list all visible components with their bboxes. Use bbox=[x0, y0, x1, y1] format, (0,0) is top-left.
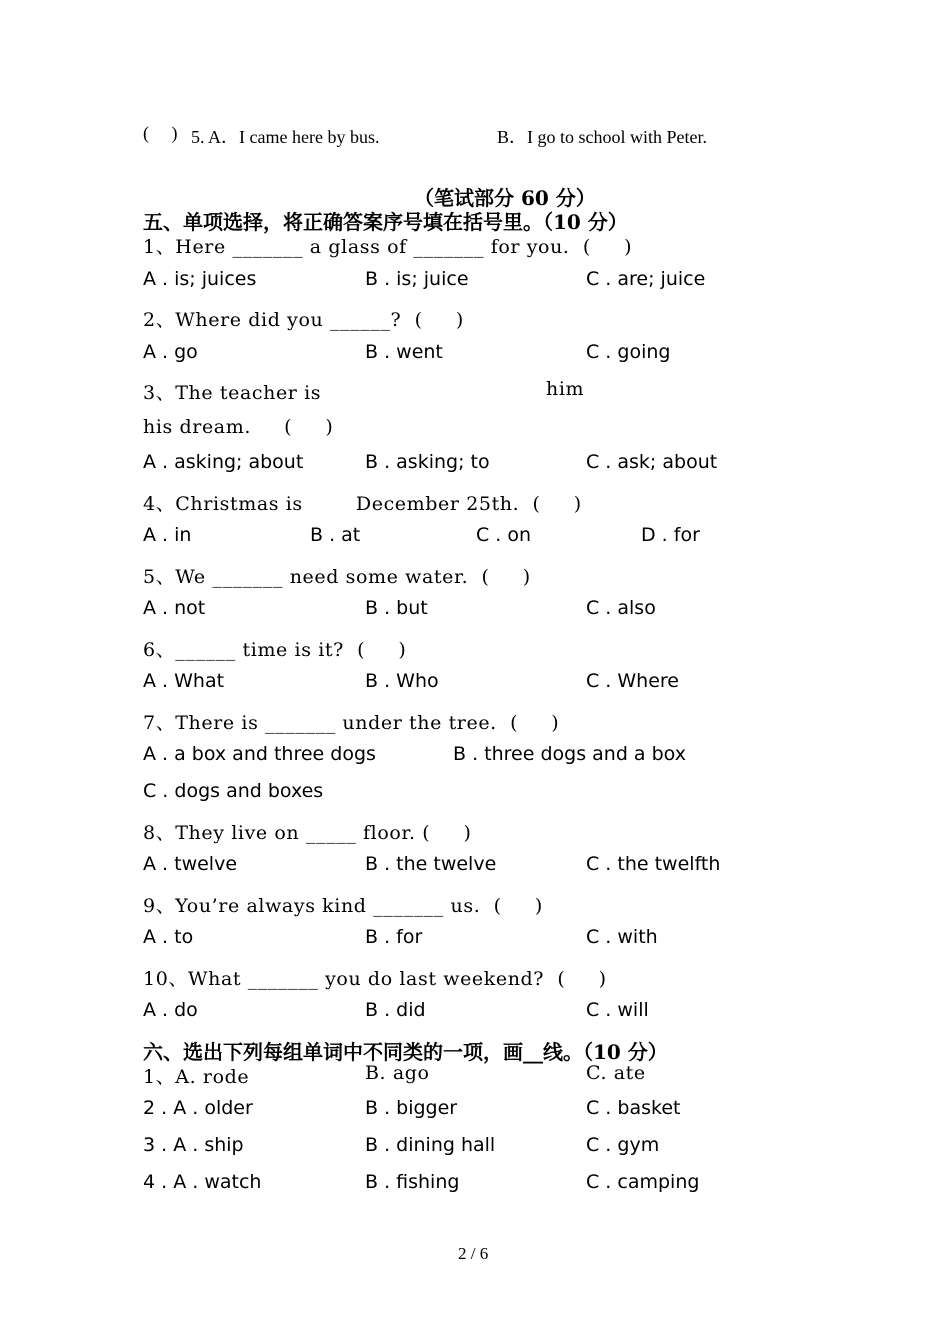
s6-row4-option-a: 4 . A . watch bbox=[143, 1171, 262, 1193]
section-5-title: 五、单项选择，将正确答案序号填在括号里。（10 分） bbox=[143, 210, 628, 234]
s6-row2-option-a: 2 . A . older bbox=[143, 1097, 253, 1119]
q4-option-b: B . at bbox=[310, 524, 361, 546]
q3-option-c: C . ask; about bbox=[586, 451, 718, 473]
q4-option-a: A . in bbox=[143, 524, 192, 546]
q5-stem: 5、We _______ need some water. ( ) bbox=[143, 566, 531, 588]
q3-option-a: A . asking; about bbox=[143, 451, 304, 473]
q3-stem-line2: his dream. ( ) bbox=[143, 416, 334, 438]
listening-q5-option-a: 5. A．I came here by bus. bbox=[191, 127, 380, 147]
q8-option-c: C . the twelfth bbox=[586, 853, 721, 875]
q2-option-c: C . going bbox=[586, 341, 671, 363]
q8-stem: 8、They live on _____ floor. ( ) bbox=[143, 822, 472, 844]
s6-row3-option-a: 3 . A . ship bbox=[143, 1134, 244, 1156]
q9-option-a: A . to bbox=[143, 926, 194, 948]
q6-option-b: B . Who bbox=[365, 670, 439, 692]
page-number: 2 / 6 bbox=[458, 1244, 489, 1263]
q9-stem: 9、You’re always kind _______ us. ( ) bbox=[143, 895, 543, 917]
written-part-title: （笔试部分 60 分） bbox=[414, 186, 596, 210]
q7-option-b: B . three dogs and a box bbox=[453, 743, 686, 765]
q5-option-a: A . not bbox=[143, 597, 206, 619]
q7-stem: 7、There is _______ under the tree. ( ) bbox=[143, 712, 560, 734]
s6-row4-option-c: C . camping bbox=[586, 1171, 700, 1193]
q5-option-c: C . also bbox=[586, 597, 656, 619]
q5-option-b: B . but bbox=[365, 597, 428, 619]
s6-row1-option-b: B. ago bbox=[365, 1062, 430, 1084]
q4-option-d: D . for bbox=[641, 524, 700, 546]
q7-option-a: A . a box and three dogs bbox=[143, 743, 376, 765]
q6-option-c: C . Where bbox=[586, 670, 679, 692]
q2-stem: 2、Where did you ______? ( ) bbox=[143, 309, 464, 331]
q2-option-a: A . go bbox=[143, 341, 198, 363]
q7-option-c: C . dogs and boxes bbox=[143, 780, 324, 802]
q3-stem-right: him bbox=[546, 378, 585, 400]
s6-row3-option-c: C . gym bbox=[586, 1134, 660, 1156]
q3-stem-left: 3、The teacher is bbox=[143, 382, 322, 404]
q1-option-c: C . are; juice bbox=[586, 268, 706, 290]
q10-option-b: B . did bbox=[365, 999, 426, 1021]
q1-stem: 1、Here _______ a glass of _______ for you. ( ) bbox=[143, 236, 633, 258]
q6-option-a: A . What bbox=[143, 670, 225, 692]
s6-row3-option-b: B . dining hall bbox=[365, 1134, 496, 1156]
section-6-title: 六、选出下列每组单词中不同类的一项，画__线。（10 分） bbox=[143, 1040, 668, 1064]
q3-option-b: B . asking; to bbox=[365, 451, 490, 473]
q10-option-a: A . do bbox=[143, 999, 198, 1021]
q1-option-b: B . is; juice bbox=[365, 268, 469, 290]
q4-option-c: C . on bbox=[476, 524, 532, 546]
q10-option-c: C . will bbox=[586, 999, 649, 1021]
s6-row2-option-b: B . bigger bbox=[365, 1097, 458, 1119]
q9-option-c: C . with bbox=[586, 926, 658, 948]
q8-option-b: B . the twelve bbox=[365, 853, 497, 875]
s6-row4-option-b: B . fishing bbox=[365, 1171, 460, 1193]
q1-option-a: A . is; juices bbox=[143, 268, 257, 290]
s6-row1-option-c: C. ate bbox=[586, 1062, 646, 1084]
q6-stem: 6、______ time is it? ( ) bbox=[143, 639, 407, 661]
q10-stem: 10、What _______ you do last weekend? ( ) bbox=[143, 968, 607, 990]
listening-q5-option-b: B．I go to school with Peter. bbox=[497, 127, 707, 147]
s6-row2-option-c: C . basket bbox=[586, 1097, 681, 1119]
listening-q5-bracket: ( ) bbox=[143, 123, 178, 143]
q4-stem: 4、Christmas is December 25th. ( ) bbox=[143, 493, 582, 515]
s6-row1-option-a: 1、A. rode bbox=[143, 1066, 250, 1088]
q2-option-b: B . went bbox=[365, 341, 443, 363]
q9-option-b: B . for bbox=[365, 926, 423, 948]
q8-option-a: A . twelve bbox=[143, 853, 238, 875]
